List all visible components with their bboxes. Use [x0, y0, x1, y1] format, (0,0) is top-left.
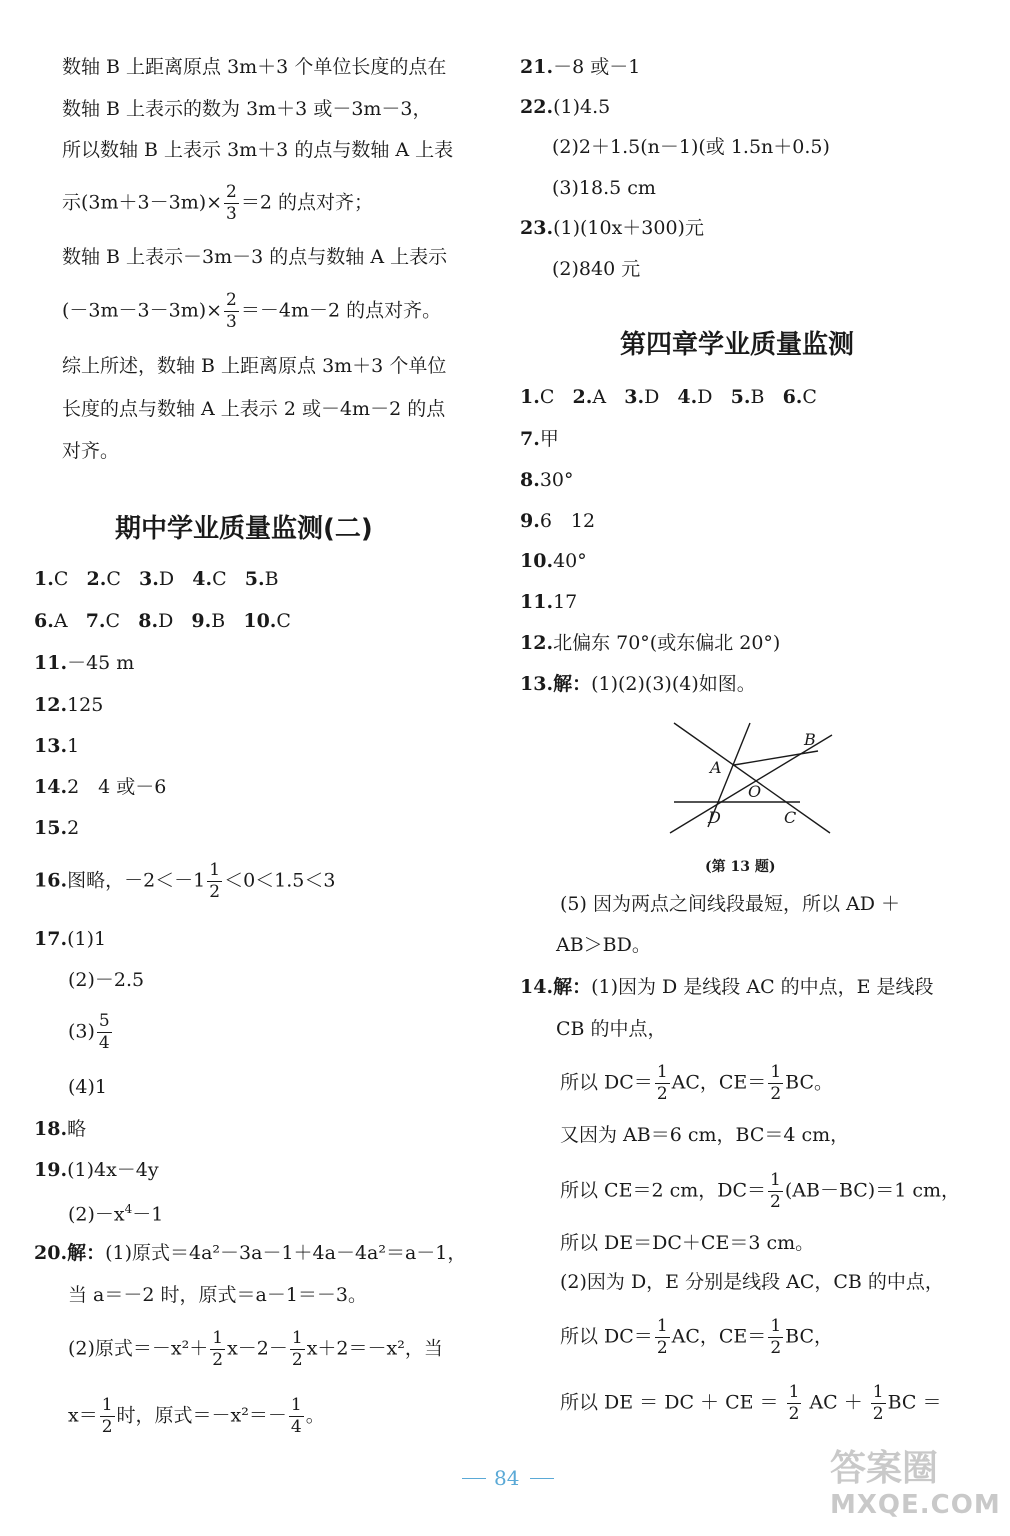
fraction: $\frac{1}{2}$ [291, 1328, 303, 1370]
text-line: 数轴 B 上距离原点 3m＋3 个单位长度的点在 [62, 56, 447, 78]
fraction: $\frac{5}{4}$ [98, 1011, 110, 1053]
answer-21: 21.－8 或－1 [520, 56, 641, 78]
answer-14-line: (2)因为 D，E 分别是线段 AC，CB 的中点， [560, 1271, 944, 1293]
answer-20-line: 当 a＝－2 时，原式＝a－1＝－3。 [68, 1284, 368, 1306]
text-line: 所以数轴 B 上表示 3m＋3 的点与数轴 A 上表 [62, 139, 454, 161]
section-title: 第四章学业质量监测 [620, 330, 855, 360]
answer-13: 13.1 [34, 735, 80, 757]
segment-ab [734, 751, 818, 765]
answer-18: 18.略 [34, 1118, 87, 1140]
label-o: O [748, 782, 762, 801]
text-line: 对齐。 [62, 440, 120, 462]
watermark-logo: 答案圈 [830, 1448, 939, 1489]
answer-17-4: (4)1 [68, 1076, 108, 1098]
fraction: $\frac{1}{2}$ [788, 1382, 800, 1424]
fraction: $\frac{1}{2}$ [770, 1170, 781, 1212]
fraction: $\frac{1}{2}$ [209, 860, 221, 902]
answer-row: 6.A 7.C 8.D 9.B 10.C [34, 610, 291, 632]
answer-row: 1.C 2.A 3.D 4.D 5.B 6.C [520, 386, 817, 408]
fraction: $\frac{1}{2}$ [770, 1062, 782, 1104]
label-a: A [710, 758, 722, 777]
answer-12: 12.125 [34, 694, 104, 716]
answer-19: 19.(1)4x－4y [34, 1159, 159, 1181]
fraction: $\frac{1}{2}$ [656, 1316, 668, 1358]
denominator: 3 [226, 312, 237, 332]
fraction-line [62, 292, 441, 331]
fraction [224, 292, 239, 331]
figure-caption: (第 13 题) [705, 859, 776, 875]
fraction [224, 184, 239, 223]
answer-20-3: x＝ $\frac{1}{2}$ 时，原式＝－x²＝－ $\frac{1}{4}$ 。 [68, 1395, 325, 1437]
answer-7: 7.甲 [520, 428, 559, 450]
answer-13-5: (5) 因为两点之间线段最短，所以 AD ＋ [560, 893, 900, 915]
answer-20-2: (2)原式＝－x²＋ $\frac{1}{2}$ x－2－ $\frac{1}{2}$ x＋2＝－x²，当 [68, 1328, 443, 1370]
answer-13: 13.解：(1)(2)(3)(4)如图。 [520, 673, 756, 695]
answer-23-2: (2)840 元 [552, 258, 641, 280]
fraction: $\frac{1}{2}$ [212, 1328, 224, 1370]
answer-14-line: 所以 DE ＝ DC ＋ CE ＝ $\frac{1}{2}$ AC ＋ $\frac{1}{2}$ BC ＝ [560, 1382, 942, 1424]
answer-8: 8.30° [520, 469, 574, 491]
expr-part: (－3m－3－3m)× [62, 299, 223, 322]
section-title: 期中学业质量监测(二) [115, 514, 373, 544]
page-number: 84 [494, 1466, 520, 1490]
answer-16: 16.图略，－2＜－1 $\frac{1}{2}$ ＜0＜1.5＜3 [34, 860, 336, 902]
answer-11: 11.－45 m [34, 652, 135, 674]
answer-14-line: 所以 CE＝2 cm，DC＝ $\frac{1}{2}$ (AB－BC)＝1 cm， [560, 1170, 960, 1212]
fraction: $\frac{1}{2}$ [770, 1316, 782, 1358]
text-line: 数轴 B 上表示－3m－3 的点与数轴 A 上表示 [62, 246, 448, 268]
fraction: $\frac{1}{2}$ [101, 1395, 113, 1437]
answer-14-line: CB 的中点， [556, 1018, 667, 1040]
watermark-url: MXQE.COM [830, 1490, 1001, 1520]
fraction: $\frac{1}{2}$ [872, 1382, 884, 1424]
answer-15: 15.2 [34, 817, 80, 839]
answer-14: 14.解：(1)因为 D 是线段 AC 的中点，E 是线段 [520, 976, 934, 998]
answer-14-line: 又因为 AB＝6 cm，BC＝4 cm， [560, 1124, 850, 1146]
fraction: $\frac{1}{2}$ [656, 1062, 668, 1104]
fraction-line [62, 184, 373, 223]
answer-17: 17.(1)1 [34, 928, 107, 950]
answer-22-3: (3)18.5 cm [552, 177, 656, 199]
label-b: B [804, 730, 816, 749]
answer-9: 9.6 12 [520, 510, 596, 532]
answer-10: 10.40° [520, 550, 587, 572]
geometry-figure [660, 715, 840, 840]
denominator: 3 [226, 204, 237, 224]
page-number-rule-left [462, 1478, 486, 1479]
fraction: $\frac{1}{4}$ [290, 1395, 302, 1437]
answer-12: 12.北偏东 70°(或东偏北 20°) [520, 632, 781, 654]
answer-22-2: (2)2＋1.5(n－1)(或 1.5n＋0.5) [552, 136, 830, 158]
page-number-rule-right [530, 1478, 554, 1479]
answer-14-line: 所以 DC＝ $\frac{1}{2}$ AC，CE＝ $\frac{1}{2}$ BC， [560, 1316, 833, 1358]
answer-20: 20.解：(1)原式＝4a²－3a－1＋4a－4a²＝a－1， [34, 1242, 467, 1264]
expr-part: ＝2 的点对齐； [240, 191, 374, 214]
answer-17-2: (2)－2.5 [68, 969, 145, 991]
answer-23: 23.(1)(10x＋300)元 [520, 217, 704, 239]
text-line: 数轴 B 上表示的数为 3m＋3 或－3m－3， [62, 98, 432, 120]
answer-14-line: 所以 DC＝ $\frac{1}{2}$ AC，CE＝ $\frac{1}{2}$ BC。 [560, 1062, 833, 1104]
numerator: 2 [226, 290, 237, 310]
answer-11: 11.17 [520, 591, 578, 613]
answer-row: 1.C 2.C 3.D 4.C 5.B [34, 568, 279, 590]
expr-part: 示(3m＋3－3m)× [62, 191, 223, 214]
answer-19-2: $(2)-x^4-1$ [68, 1202, 164, 1226]
answer-22: 22.(1)4.5 [520, 96, 611, 118]
text-line: 长度的点与数轴 A 上表示 2 或－4m－2 的点 [62, 398, 446, 420]
answer-13-5b: AB＞BD。 [556, 934, 651, 956]
answer-14-line: 所以 DE＝DC＋CE＝3 cm。 [560, 1232, 815, 1254]
answer-17-3: (3) $\frac{5}{4}$ [68, 1011, 110, 1053]
answer-14: 14.2 4 或－6 [34, 776, 167, 798]
text-line: 综上所述，数轴 B 上距离原点 3m＋3 个单位 [62, 355, 447, 377]
label-d: D [708, 808, 721, 827]
numerator: 2 [226, 182, 237, 202]
label-c: C [784, 808, 797, 827]
expr-part: ＝－4m－2 的点对齐。 [240, 299, 442, 322]
